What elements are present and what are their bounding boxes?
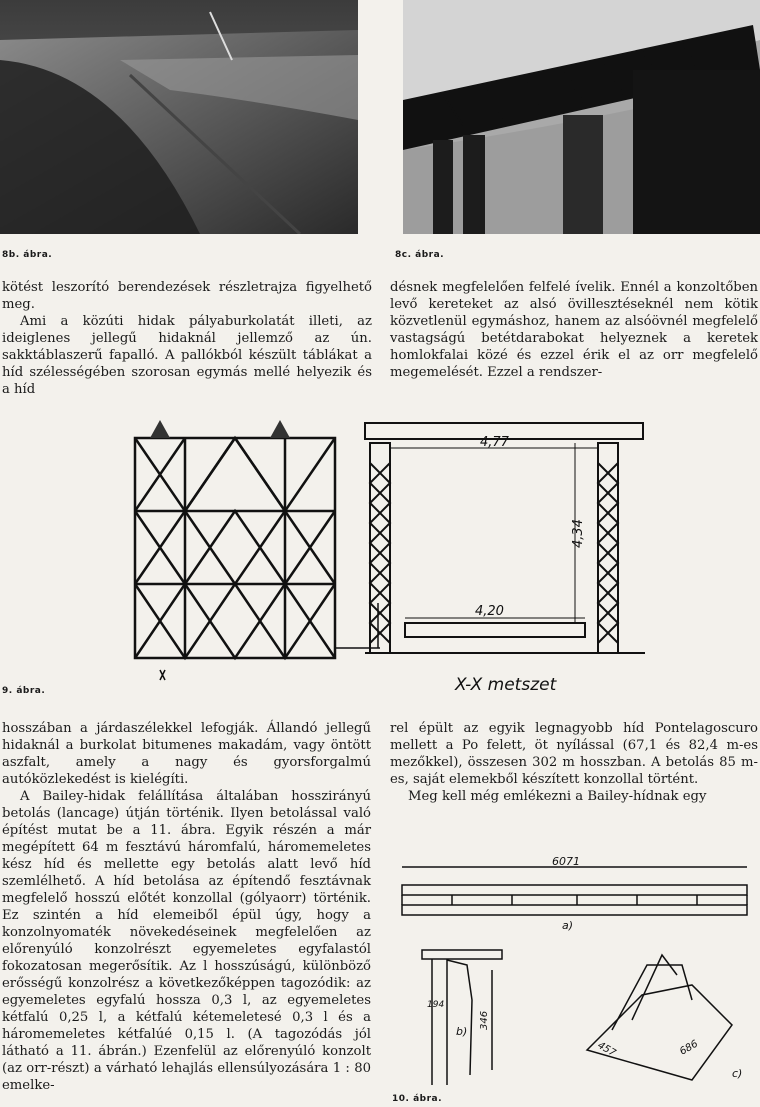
text-bottom-left [2, 720, 371, 1094]
dim-686: 686 [678, 1038, 701, 1058]
caption-8c: 8c. ábra. [395, 250, 445, 260]
label-c: c) [732, 1067, 743, 1080]
paragraph: désnek megfelelően felfelé ívelik. Ennél a konzoltőben levő kereteket az alsó övillesztéseknél nem kötik közvetlenül egymáshoz, hanem az alsóövnél megfelelő vastagságú betétdarabokat helyeznek a keretek homlokfalai közé és ezzel érik el az orr megfelelő megemelését. Ezzel a rendszer- [390, 280, 758, 380]
dim-194: 194 [427, 1000, 445, 1010]
dim-457: 457 [595, 1040, 618, 1060]
paragraph: Ami a közúti hidak pályaburkolatát illeti, az ideiglenes jellegű hidaknál jellemző az ún. sakktáblaszerű fapalló. A pallókból készült táblákat a híd szélességében szorosan egymás mellé helyezik és a híd [2, 314, 372, 397]
dim-420: 4,20 [475, 604, 504, 619]
label-b: b) [456, 1025, 468, 1038]
dim-434: 4,34 [571, 519, 586, 548]
photo-8c-image [403, 0, 760, 234]
paragraph: A Bailey-hidak felállítása általában hosszirányú betolás (lancage) útján történik. Ilyen betolással való építést mutat be a 11. ábra. Egyik részén a már megépített 64 m fesztávú háromfalú, háromemeletes kész híd és mellette egy betolás alatt levő híd szemlélhető. A híd betolása az építendő fesztávnak megfelelő hosszú előtét konzollal (gólyaorr) történik. Ez szintén a híd elemeiből épül úgy, hogy a konzolnyomaték növekedéseinek megfelelően az előrenyúló konzolrészt egyemeletes egyfalastól fokozatosan megerősítik. Az l hosszúságú, különböző erősségű konzolrész a következőképpen tagozódik: az egyemeletes egyfalú hossza 0,3 l, az egyemeletes kétfalú 0,25 l, a kétfalú kétemeletesé 0,3 l és a háromemeletes kétfalúé 0,15 l. (A tagozódás jól látható a 11. ábrán.) Ezenfelül az előrenyúló konzolt (az orr-részt) a várható lehajlás ellensúlyozására 1 : 80 emelke- [2, 789, 371, 1093]
section-label: X-X metszet [455, 675, 557, 695]
text-bottom-right [390, 720, 758, 805]
text-top-right [390, 279, 758, 381]
dim-477: 4,77 [480, 435, 509, 450]
photo-8c [403, 0, 760, 234]
dim-6071: 6071 [552, 855, 580, 868]
figure-9-drawing [120, 408, 660, 698]
label-a: a) [562, 919, 574, 932]
caption-10: 10. ábra. [392, 1094, 443, 1104]
caption-9: 9. ábra. [2, 686, 46, 696]
paragraph: rel épült az egyik legnagyobb híd Pontelagoscuro mellett a Po felett, öt nyílással (67,1 és 82,4 m-es mezőkkel), összesen 302 m hosszban. A betolás 85 m-es, saját elemekből készített konzollal történt. [390, 721, 758, 787]
photo-8b-image [0, 0, 358, 234]
text-top-left [2, 279, 372, 398]
figure-10-drawing [392, 855, 760, 1095]
photo-8b [0, 0, 358, 234]
paragraph: hosszában a járdaszélekkel lefogják. Állandó jellegű hidaknál a burkolat bitumenes makadám, vagy öntött aszfalt, amely a nagy és gyorsforgalmú autóközlekedést is kielégíti. [2, 721, 371, 787]
paragraph: kötést leszorító berendezések részletrajza figyelhető meg. [2, 280, 372, 312]
paragraph: Meg kell még emlékezni a Bailey-hídnak egy [408, 789, 707, 804]
dim-346: 346 [479, 1010, 490, 1030]
caption-8b: 8b. ábra. [2, 250, 53, 260]
